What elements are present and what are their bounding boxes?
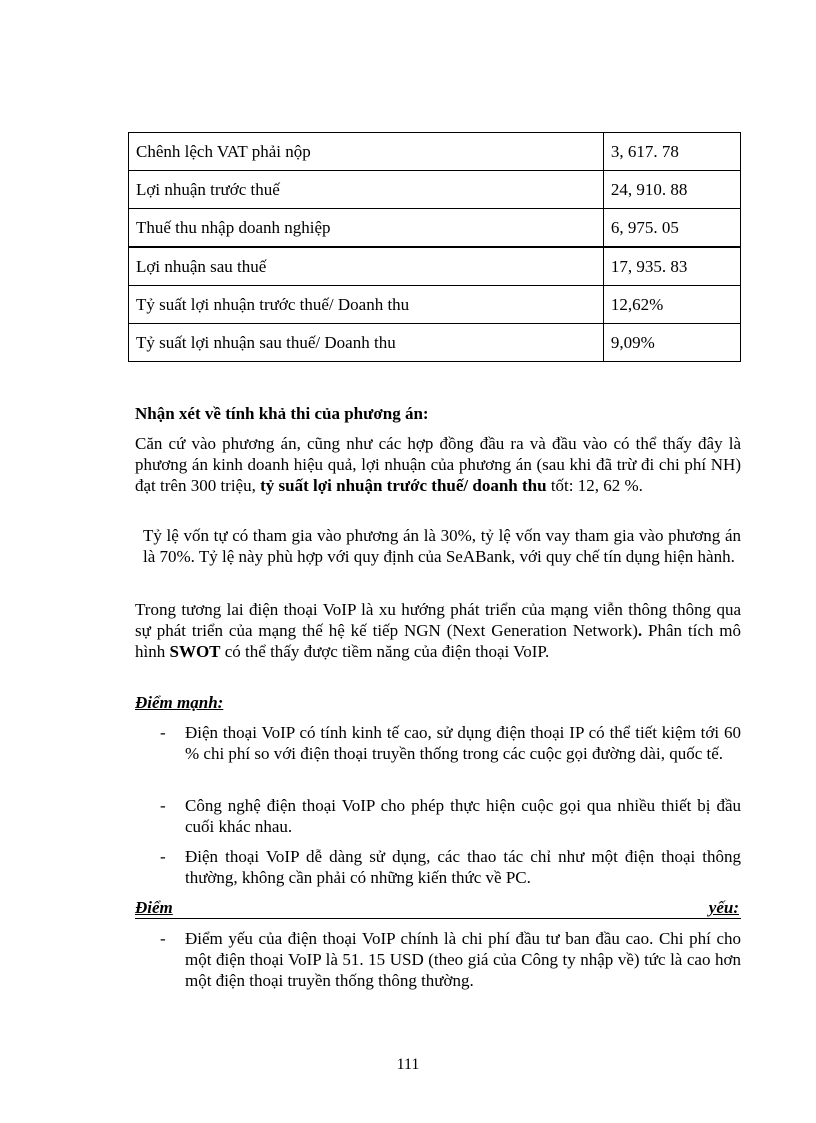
row-label: Lợi nhuận trước thuế <box>129 171 604 209</box>
row-value: 6, 975. 05 <box>603 209 740 248</box>
bullet-marker: - <box>160 796 166 815</box>
assessment-paragraph-1 <box>135 433 741 496</box>
list-item-text: Điện thoại VoIP dễ dàng sử dụng, các thao tác chỉ như một điện thoại thông thường, không cần phải có những kiến thức về PC. <box>185 847 741 887</box>
table-row <box>129 209 741 248</box>
weaknesses-heading <box>135 898 741 919</box>
financial-table <box>128 132 741 362</box>
page-number: 111 <box>396 1056 420 1073</box>
row-label: Chênh lệch VAT phải nộp <box>129 133 604 171</box>
list-item-text: Công nghệ điện thoại VoIP cho phép thực hiện cuộc gọi qua nhiều thiết bị đầu cuối khác nhau. <box>185 796 741 836</box>
row-label: Tỷ suất lợi nhuận trước thuế/ Doanh thu <box>129 286 604 324</box>
paragraph-text: Căn cứ vào phương án, cũng như các hợp đồng đầu ra và đầu vào có thể thấy đây là phương án kinh doanh hiệu quả, lợi nhuận của phương án (sau khi đã trừ đi chi phí NH) đạt trên 300 triệu, <box>135 434 741 495</box>
row-value: 3, 617. 78 <box>603 133 740 171</box>
row-value: 12,62% <box>603 286 740 324</box>
paragraph-bold-text: . <box>637 621 643 640</box>
bullet-marker: - <box>160 723 166 742</box>
list-item-text: Điện thoại VoIP có tính kinh tế cao, sử dụng điện thoại IP có thể tiết kiệm tới 60 % chi phí so với điện thoại truyền thống trong các cuộc gọi đường dài, quốc tế. <box>185 723 741 763</box>
table-row <box>129 171 741 209</box>
row-value: 9,09% <box>603 324 740 362</box>
assessment-paragraph-3 <box>135 599 741 662</box>
assessment-paragraph-2: Tỷ lệ vốn tự có tham gia vào phương án là 30%, tỷ lệ vốn vay tham gia vào phương án là 70%. Tỷ lệ này phù hợp với quy định của SeABank, với quy chế tín dụng hiện hành. <box>143 526 741 566</box>
table-row <box>129 133 741 171</box>
row-label: Lợi nhuận sau thuế <box>129 247 604 286</box>
paragraph-bold-text: tỷ suất lợi nhuận trước thuế/ doanh thu <box>260 476 547 495</box>
paragraph-text: có thể thấy được tiềm năng của điện thoại VoIP. <box>220 642 550 661</box>
row-value: 24, 910. 88 <box>603 171 740 209</box>
bullet-marker: - <box>160 847 166 866</box>
row-label: Tỷ suất lợi nhuận sau thuế/ Doanh thu <box>129 324 604 362</box>
paragraph-text: Trong tương lai điện thoại VoIP là xu hướng phát triển của mạng viễn thông thông qua sự phát triển của mạng thế hệ kế tiếp NGN (Next Generation Network) <box>135 600 741 640</box>
list-item-text: Điểm yếu của điện thoại VoIP chính là chi phí đầu tư ban đầu cao. Chi phí cho một điện thoại VoIP là 51. 15 USD (theo giá của Công ty nhập về) tức là cao hơn một điện thoại truyền thống thông thường. <box>185 929 741 990</box>
strengths-heading: Điểm mạnh: <box>135 693 224 712</box>
table-row <box>129 324 741 362</box>
weaknesses-heading-word-2: yếu: <box>708 898 739 917</box>
assessment-heading: Nhận xét về tính khả thi của phương án: <box>135 404 429 423</box>
bullet-marker: - <box>160 929 166 948</box>
row-value: 17, 935. 83 <box>603 247 740 286</box>
table-row <box>129 247 741 286</box>
paragraph-bold-text: SWOT <box>169 642 221 661</box>
paragraph-text: Phân tích mô hình <box>135 621 741 661</box>
paragraph-text: tốt: 12, 62 %. <box>546 476 643 495</box>
row-label: Thuế thu nhập doanh nghiệp <box>129 209 604 248</box>
weaknesses-heading-word-1: Điểm <box>135 898 173 917</box>
table-row <box>129 286 741 324</box>
